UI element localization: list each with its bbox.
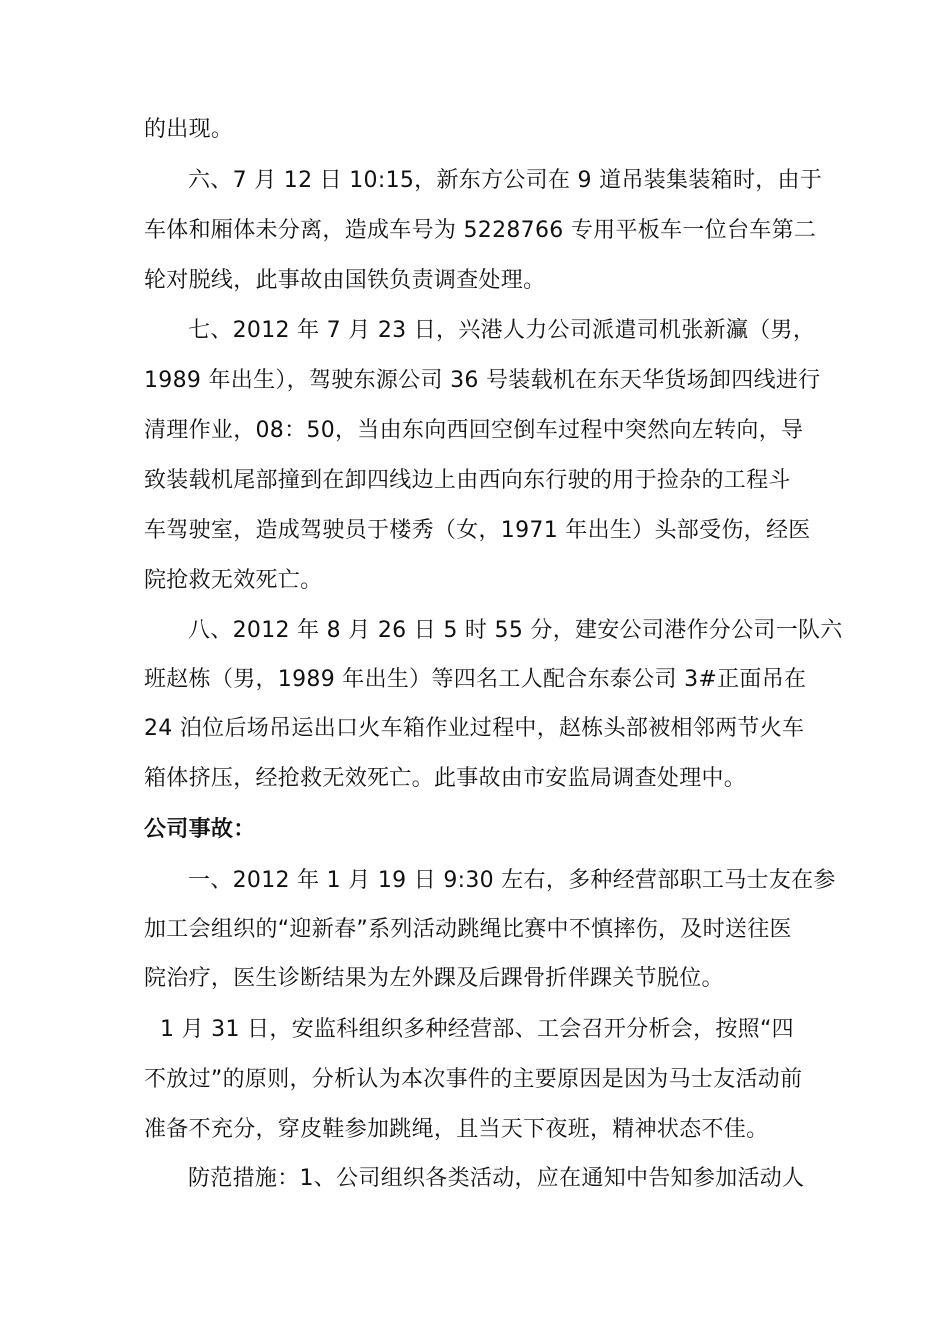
paragraph-line: 1 月 31 日，安监科组织多种经营部、工会召开分析会，按照“四 <box>160 1017 794 1042</box>
paragraph-line: 致装载机尾部撞到在卸四线边上由西向东行驶的用于捡杂的工程斗 <box>144 468 791 493</box>
paragraph-line: 院治疗，医生诊断结果为左外踝及后踝骨折伴踝关节脱位。 <box>144 966 724 991</box>
paragraph-line: 1989 年出生），驾驶东源公司 36 号装载机在东天华货场卸四线进行 <box>144 368 821 393</box>
paragraph-line: 加工会组织的“迎新春”系列活动跳绳比赛中不慎摔伤，及时送往医 <box>144 917 792 942</box>
paragraph-line: 七、2012 年 7 月 23 日，兴港人力公司派遣司机张新灜（男， <box>188 318 816 343</box>
paragraph-line: 清理作业，08：50，当由东向西回空倒车过程中突然向左转向，导 <box>144 418 804 443</box>
paragraph-line: 轮对脱线，此事故由国铁负责调查处理。 <box>144 268 546 293</box>
paragraph-line: 八、2012 年 8 月 26 日 5 时 55 分，建安公司港作分公司一队六 <box>188 618 843 643</box>
paragraph-line: 防范措施：1、公司组织各类活动，应在通知中告知参加活动人 <box>188 1166 805 1191</box>
section-heading: 公司事故： <box>144 817 256 842</box>
paragraph-line: 车驾驶室，造成驾驶员于楼秀（女，1971 年出生）头部受伤，经医 <box>144 518 811 543</box>
paragraph-line: 的出现。 <box>144 117 234 142</box>
paragraph-line: 班赵栋（男，1989 年出生）等四名工人配合东泰公司 3#正面吊在 <box>144 667 807 692</box>
paragraph-line: 院抢救无效死亡。 <box>144 568 323 593</box>
paragraph-line: 车体和厢体未分离，造成车号为 5228766 专用平板车一位台车第二 <box>144 218 817 243</box>
paragraph-line: 24 泊位后场吊运出口火车箱作业过程中，赵栋头部被相邻两节火车 <box>144 716 805 741</box>
paragraph-line: 不放过”的原则，分析认为本次事件的主要原因是因为马士友活动前 <box>144 1067 803 1092</box>
paragraph-line: 六、7 月 12 日 10:15，新东方公司在 9 道吊装集装箱时，由于 <box>188 168 823 193</box>
paragraph-line: 箱体挤压，经抢救无效死亡。此事故由市安监局调查处理中。 <box>144 766 747 791</box>
paragraph-line: 一、2012 年 1 月 19 日 9:30 左右，多种经营部职工马士友在参 <box>188 868 836 893</box>
paragraph-line: 准备不充分，穿皮鞋参加跳绳，且当天下夜班，精神状态不佳。 <box>144 1117 769 1142</box>
